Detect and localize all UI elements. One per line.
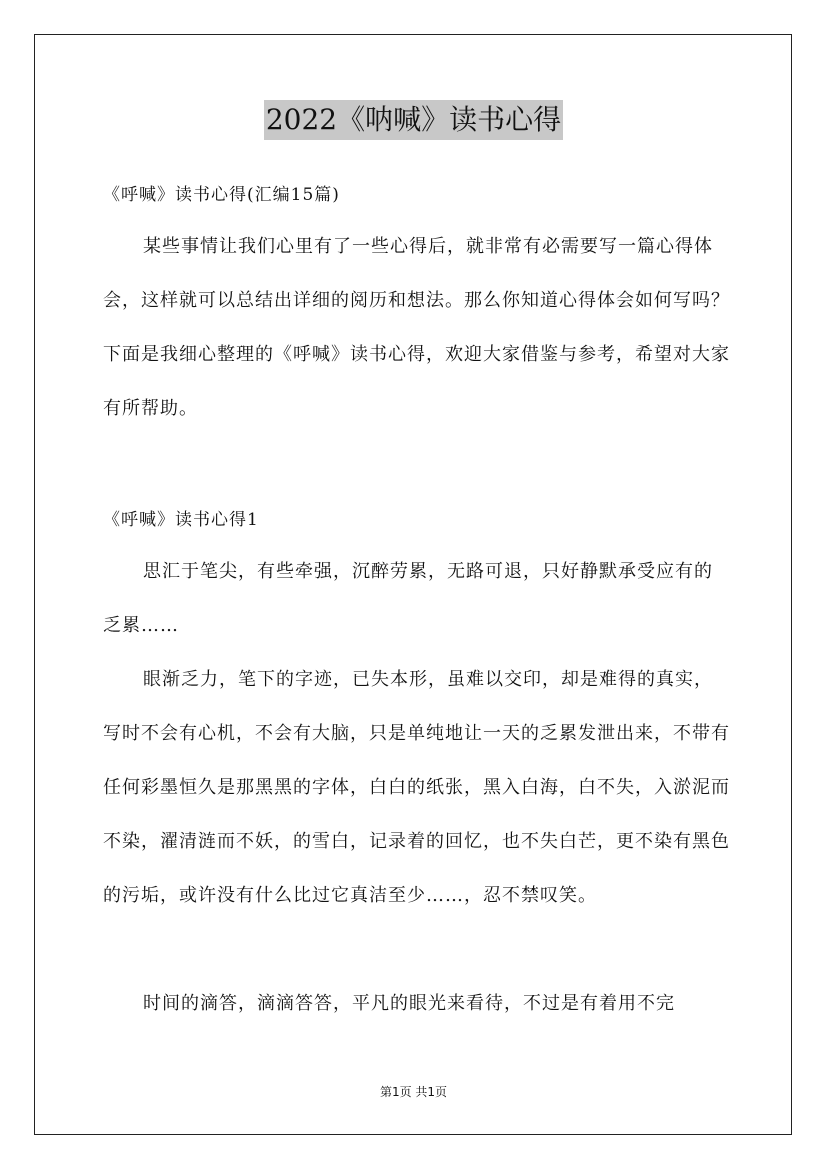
intro-paragraph: 某些事情让我们心里有了一些心得后，就非常有必需要写一篇心得体会，这样就可以总结出详细的阅历和想法。那么你知道心得体会如何写吗？下面是我细心整理的《呼喊》读书心得，欢迎大家借鉴与参考，希望对大家有所帮助。 [103,236,730,419]
document-title: 2022《呐喊》读书心得 [264,100,563,140]
section-paragraph-1: 思汇于笔尖，有些牵强，沉醉劳累，无路可退，只好静默承受应有的乏累…… [103,561,713,636]
page-footer: 第1页 共1页 [379,1085,448,1099]
title-container [0,100,827,140]
section-heading: 《呼喊》读书心得1 [103,510,259,530]
section-paragraph-3: 时间的滴答，滴滴答答，平凡的眼光来看待，不过是有着用不完 [143,993,675,1014]
document-subtitle: 《呼喊》读书心得(汇编15篇) [103,185,340,205]
section-paragraph-2: 眼渐乏力，笔下的字迹，已失本形，虽难以交印，却是难得的真实，写时不会有心机，不会有大脑，只是单纯地让一天的乏累发泄出来，不带有任何彩墨恒久是那黑黑的字体，白白的纸张，黑入白海，白不失，入淤泥而不染，濯清涟而不妖，的雪白，记录着的回忆，也不失白芒，更不染有黑色的污垢，或许没有什么比过它真洁至少……，忍不禁叹笑。 [103,669,730,906]
